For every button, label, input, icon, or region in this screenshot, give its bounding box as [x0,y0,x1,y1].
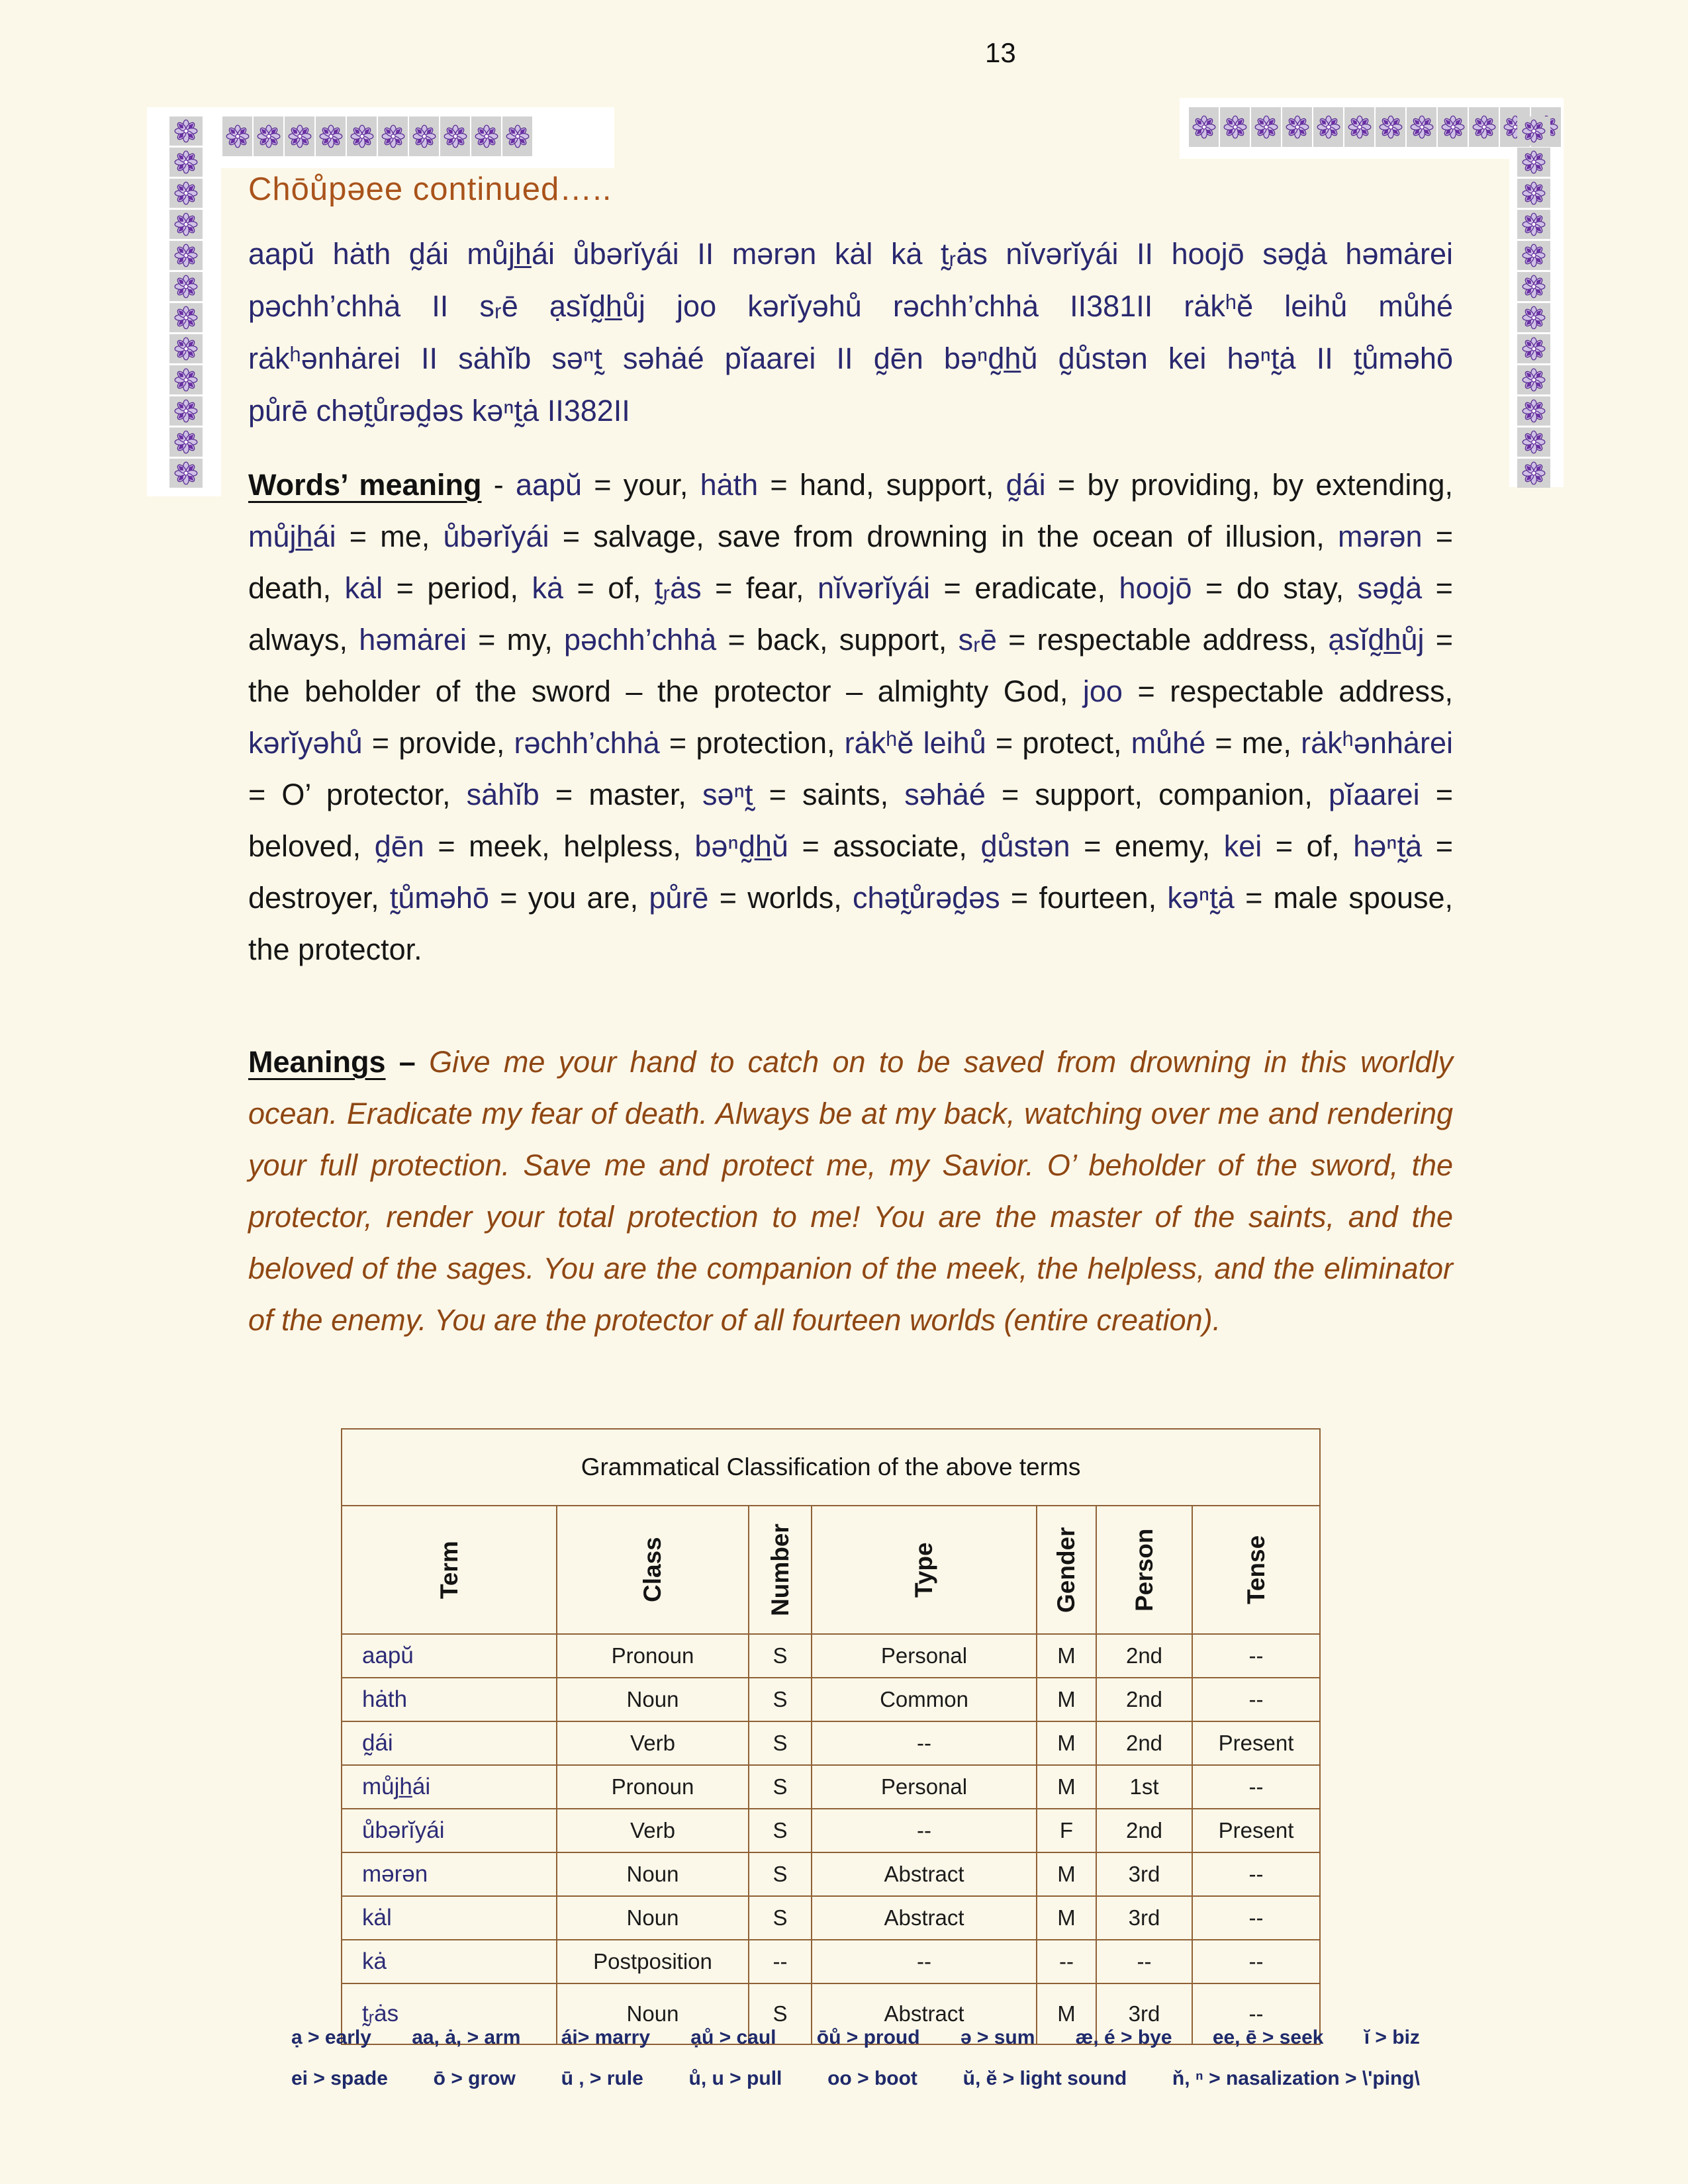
romanized-term: sȧhĭb [466,778,539,811]
flower-icon [378,116,408,156]
cell-value: Common [812,1678,1037,1721]
flower-icon [1407,107,1436,147]
flower-icon [1517,148,1550,177]
cell-value: 2nd [1096,1721,1192,1765]
flower-icon [1517,396,1550,426]
ornament-strip-top-left [222,116,532,156]
cell-value: 2nd [1096,1634,1192,1678]
cell-value: Pronoun [557,1765,749,1809]
english-gloss: = period, [383,571,532,605]
cell-value: M [1037,1634,1096,1678]
cell-term: ůbərĭyái [342,1809,557,1852]
flower-icon [1517,334,1550,363]
cell-value: 2nd [1096,1678,1192,1721]
cell-value: S [749,1852,812,1896]
flower-icon [1438,107,1468,147]
words-meaning-separator: - [481,468,516,502]
english-gloss: = by providing, by extending, [1045,468,1453,502]
cell-value: -- [1037,1940,1096,1983]
meanings-separator: – [385,1045,430,1079]
cell-term: hȧth [342,1678,557,1721]
cell-term: aapŭ [342,1634,557,1678]
words-meaning-paragraph [248,459,1453,976]
cell-term: mərən [342,1852,557,1896]
cell-value: -- [812,1721,1037,1765]
romanized-term: bəⁿd̰h̲ŭ [694,829,788,863]
pron-key-item: ee, ē > seek [1212,2026,1324,2048]
romanized-term: ůbərĭyái [443,520,549,553]
flower-icon [1220,107,1250,147]
english-gloss: = meek, helpless, [424,829,695,863]
cell-value: M [1037,1983,1096,2044]
english-gloss: = protect, [986,726,1131,760]
cell-value: -- [1192,1852,1320,1896]
english-gloss: = beloved, [248,778,1453,863]
flower-icon [169,210,203,239]
flower-icon [440,116,470,156]
flower-icon [1517,303,1550,332]
cell-value: 3rd [1096,1896,1192,1940]
cell-value: S [749,1983,812,2044]
english-gloss: = respectable address, [1122,674,1454,708]
english-gloss: = the beholder of the sword – the protector – almighty God, [248,623,1453,708]
cell-term: kȧl [342,1896,557,1940]
column-header-person: Person [1096,1506,1192,1634]
flower-icon [169,241,203,270]
cell-value: -- [812,1809,1037,1852]
flower-icon [471,116,501,156]
cell-value: -- [1192,1678,1320,1721]
grammar-table [341,1428,1321,2045]
table-header-row [342,1506,1320,1634]
column-header-type: Type [812,1506,1037,1634]
english-gloss: = eradicate, [930,571,1119,605]
flower-icon [169,459,203,488]
table-row [342,1809,1320,1852]
english-gloss: = master, [539,778,703,811]
table-row [342,1678,1320,1721]
romanized-term: həⁿt̰ȧ [1353,829,1423,863]
pron-key-item: ái> marry [561,2026,651,2048]
flower-icon [347,116,377,156]
cell-value: Noun [557,1983,749,2044]
romanized-term: d̰ēn [374,829,424,863]
cell-term: t̰ᵣȧs [342,1983,557,2044]
pron-key-item: ō > grow [433,2068,516,2089]
english-gloss: = destroyer, [248,829,1454,915]
english-gloss: = you are, [489,881,649,915]
section-heading: Chōůpəee continued….. [248,171,612,207]
english-gloss: = saints, [753,778,905,811]
ornament-strip-right [1517,116,1550,488]
flower-icon [1469,107,1499,147]
pron-key-item: oo > boot [827,2068,917,2089]
flower-icon [1189,107,1219,147]
flower-icon [1517,365,1550,394]
english-gloss: = support, companion, [985,778,1329,811]
cell-term: d̰ái [342,1721,557,1765]
english-gloss: = always, [248,571,1453,657]
romanized-term: půrē [649,881,709,915]
cell-value: S [749,1721,812,1765]
meanings-heading: Meanings [248,1045,386,1079]
cell-value: M [1037,1721,1096,1765]
cell-value: Personal [812,1765,1037,1809]
romanized-term: kərĭyəhů [248,726,363,760]
flower-icon [1282,107,1312,147]
romanized-term: d̰ái [1006,468,1046,502]
english-gloss: = worlds, [708,881,853,915]
english-gloss: = enemy, [1070,829,1224,863]
meanings-text: Give me your hand to catch on to be saved from drowning in this worldly ocean. Eradicate my fear of death. Always be at my back, watching over me and rendering your full protection. Save me and protect me, my Savior. O’ beholder of the sword, the protector, render your total protection to me! You are the master of the saints, and the beloved of the sages. You are the companion of the meek, the helpless, and the eliminator of the enemy. You are the protector of all fourteen worlds (entire creation). [248,1045,1453,1337]
cell-value: M [1037,1896,1096,1940]
cell-value: Present [1192,1809,1320,1852]
pron-key-item: ů, u > pull [688,2068,782,2089]
english-gloss: = O’ protector, [248,778,467,811]
romanized-term: nĭvərĭyái [817,571,931,605]
flower-icon [285,116,314,156]
romanized-term: səⁿt̰ [702,778,753,811]
cell-value: -- [1192,1983,1320,2044]
pron-key-item: ŭ, ĕ > light sound [962,2068,1127,2089]
romanized-term: kȧl [344,571,383,605]
flower-icon [1517,179,1550,208]
english-gloss: = salvage, save from drowning in the ocean of illusion, [549,520,1338,553]
pron-key-item: ōů > proud [816,2026,920,2048]
cell-value: Noun [557,1678,749,1721]
romanized-term: d̰ůstən [980,829,1070,863]
cell-value: Abstract [812,1983,1037,2044]
flower-icon [169,396,203,426]
pron-key-item: ə > sum [960,2026,1035,2048]
flower-icon [1344,107,1374,147]
pron-key-item: ū , > rule [561,2068,643,2089]
romanized-term: səhȧé [904,778,986,811]
cell-value: Pronoun [557,1634,749,1678]
romanized-term: můhé [1131,726,1206,760]
cell-value: -- [1192,1634,1320,1678]
flower-icon [1517,241,1550,270]
romanized-term: kȧ [532,571,564,605]
romanized-term: ạsĭd̰h̲ůj [1328,623,1425,657]
cell-value: -- [749,1940,812,1983]
flower-icon [1313,107,1343,147]
cell-value: Noun [557,1896,749,1940]
english-gloss: = me, [336,520,444,553]
pron-key-item: æ, é > bye [1075,2026,1172,2048]
cell-value: S [749,1678,812,1721]
words-meaning-heading: Words’ meaning [248,468,482,502]
english-gloss: = fourteen, [1000,881,1168,915]
cell-value: F [1037,1809,1096,1852]
cell-value: S [749,1809,812,1852]
english-gloss: = male spouse, the protector. [248,881,1454,966]
flower-icon [169,179,203,208]
column-header-term: Term [342,1506,557,1634]
cell-value: S [749,1634,812,1678]
flower-icon [1517,116,1550,146]
flower-icon [1517,459,1550,488]
cell-value: Verb [557,1721,749,1765]
romanized-term: pəchh’chhȧ [564,623,717,657]
ornament-strip-left [169,116,203,488]
cell-value: M [1037,1852,1096,1896]
verse [248,228,1453,437]
flower-icon [169,272,203,301]
table-row [342,1940,1320,1983]
romanized-term: aapŭ [515,468,583,502]
table-row [342,1896,1320,1940]
cell-term: můjh̲ái [342,1765,557,1809]
pronunciation-key-line2 [291,2068,1420,2090]
cell-value: Abstract [812,1896,1037,1940]
romanized-term: səd̰ȧ [1357,571,1423,605]
romanized-term: joo [1082,674,1123,708]
cell-value: -- [1192,1940,1320,1983]
cell-value: Postposition [557,1940,749,1983]
cell-value: Abstract [812,1852,1037,1896]
flower-icon [409,116,439,156]
cell-value: -- [1192,1765,1320,1809]
english-gloss: = provide, [362,726,514,760]
english-gloss: = me, [1205,726,1301,760]
romanized-term: rȧkʰĕ leihů [844,726,986,760]
flower-icon [169,428,203,457]
romanized-term: rəchh’chhȧ [514,726,660,760]
english-gloss: = my, [466,623,565,657]
cell-value: 1st [1096,1765,1192,1809]
english-gloss: = fear, [701,571,818,605]
romanized-term: hȧth [700,468,759,502]
meanings-paragraph [248,1036,1453,1346]
pron-key-item: ĭ > biz [1364,2026,1420,2048]
english-gloss: = associate, [788,829,981,863]
cell-value: 3rd [1096,1852,1192,1896]
verse-line: půrē chət̰ůrəd̰əs kəⁿt̰ȧ II382II [248,394,630,428]
english-gloss: = of, [563,571,655,605]
cell-value: M [1037,1765,1096,1809]
page-number: 13 [985,37,1016,68]
english-gloss: = back, support, [716,623,959,657]
pronunciation-key-line1 [291,2026,1420,2049]
flower-icon [222,116,252,156]
flower-icon [169,148,203,177]
cell-value: S [749,1765,812,1809]
flower-icon [169,116,203,146]
romanized-term: t̰ůməhō [389,881,489,915]
flower-icon [502,116,532,156]
table-row [342,1721,1320,1765]
column-header-class: Class [557,1506,749,1634]
pron-key-item: ạ > early [291,2026,371,2048]
flower-icon [169,303,203,332]
cell-value: 2nd [1096,1809,1192,1852]
verse-line: pəchh’chhȧ II sᵣē ạsĭd̰h̲ůj joo kərĭyəhů rəchh’chhȧ II381II rȧkʰĕ leihů můhé [248,289,1453,323]
romanized-term: kei [1223,829,1262,863]
flower-icon [1517,210,1550,239]
pron-key-item: ạů > caul [690,2026,776,2048]
table-row [342,1852,1320,1896]
verse-line: aapŭ hȧth d̰ái můjh̲ái ůbərĭyái II mərən kȧl kȧ t̰ᵣȧs nĭvərĭyái II hoojō səd̰ȧ həmȧrei [248,237,1453,271]
cell-value: M [1037,1678,1096,1721]
flower-icon [1517,272,1550,301]
cell-term: kȧ [342,1940,557,1983]
english-gloss: = your, [582,468,700,502]
english-gloss: = do stay, [1192,571,1358,605]
cell-value: -- [1192,1896,1320,1940]
flower-icon [316,116,346,156]
cell-value: Personal [812,1634,1037,1678]
romanized-term: pĭaarei [1328,778,1420,811]
romanized-term: sᵣē [958,623,997,657]
cell-value: 3rd [1096,1983,1192,2044]
romanized-term: chət̰ůrəd̰əs [853,881,1000,915]
flower-icon [1376,107,1405,147]
cell-value: S [749,1896,812,1940]
cell-value: Noun [557,1852,749,1896]
romanized-term: rȧkʰənhȧrei [1301,726,1453,760]
english-gloss: = death, [248,520,1453,605]
flower-icon [169,334,203,363]
flower-icon [1251,107,1281,147]
column-header-number: Number [749,1506,812,1634]
pron-key-item: ei > spade [291,2068,388,2089]
column-header-gender: Gender [1037,1506,1096,1634]
flower-icon [1517,428,1550,457]
flower-icon [169,365,203,394]
grammar-table-body [342,1634,1320,2044]
english-gloss: = of, [1262,829,1354,863]
romanized-term: kəⁿt̰ȧ [1167,881,1235,915]
words-meaning-text [248,468,1453,966]
english-gloss: = protection, [659,726,845,760]
pron-key-item: aa, ȧ, > arm [412,2026,521,2048]
cell-value: -- [1096,1940,1192,1983]
english-gloss: = hand, support, [758,468,1006,502]
romanized-term: hoojō [1119,571,1192,605]
romanized-term: mərən [1337,520,1423,553]
verse-line: rȧkʰənhȧrei II sȧhĭb səⁿt̰ səhȧé pĭaarei II d̰ēn bəⁿd̰h̲ŭ d̰ůstən kei həⁿt̰ȧ II t̰ůməhō [248,341,1453,375]
pron-key-item: ň, ⁿ > nasalization > \'ping\ [1172,2068,1420,2089]
cell-value: Present [1192,1721,1320,1765]
column-header-tense: Tense [1192,1506,1320,1634]
table-row [342,1634,1320,1678]
table-row [342,1765,1320,1809]
romanized-term: můjh̲ái [248,520,336,553]
ornament-strip-top-right [1189,107,1561,147]
romanized-term: həmȧrei [359,623,467,657]
cell-value: -- [812,1940,1037,1983]
cell-value: Verb [557,1809,749,1852]
table-title: Grammatical Classification of the above terms [342,1429,1320,1506]
english-gloss: = respectable address, [996,623,1329,657]
romanized-term: t̰ᵣȧs [654,571,702,605]
flower-icon [254,116,283,156]
